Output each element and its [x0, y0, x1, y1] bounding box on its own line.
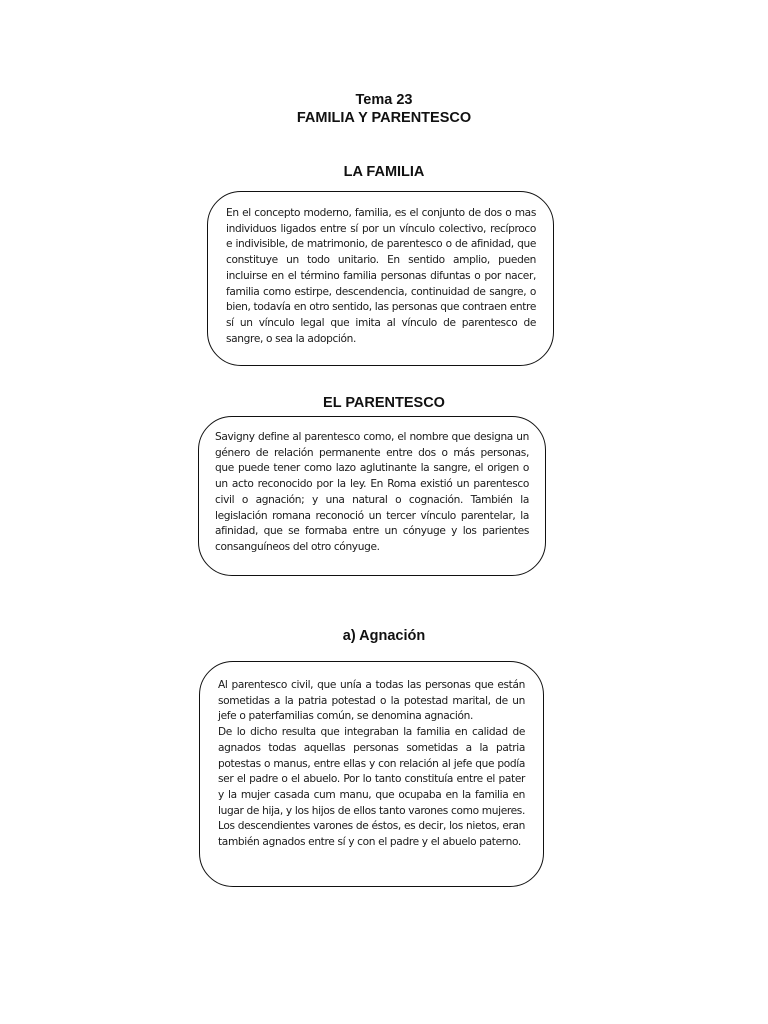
section-heading-agnacion: a) Agnación [342, 628, 426, 644]
familia-paragraph: En el concepto moderno, familia, es el conjunto de dos o mas individuos ligados entre sí por un vínculo colectivo, recíproco e indivisible, de matrimonio, de parentesco o de afinidad, que constituye un todo unitario. En sentido amplio, pueden incluirse en el término familia personas difuntas o por nacer, familia como estirpe, descendencia, continuidad de sangre, o bien, todavía en otro sentido, las personas que contraen entre sí un vínculo legal que imita al vínculo de parentesco de sangre, o sea la adopción. [226, 207, 536, 345]
agnacion-text [218, 678, 525, 851]
document-tema: Tema 23 [355, 92, 413, 108]
document-title: FAMILIA Y PARENTESCO [296, 110, 472, 126]
agnacion-paragraph-2: De lo dicho resulta que integraban la familia en calidad de agnados todas aquellas personas sometidas a la patria potestas o manus, entre ellas y con relación al jefe que podía ser el padre o el abuelo. Por lo tanto constituía entre el pater y la mujer casada cum manu, que ocupaba en la familia en lugar de hija, y los hijos de ellos tanto varones como mujeres. Los descendientes varones de éstos, es decir, los nietos, eran también agnados entre sí y con el padre y el abuelo paterno. [218, 726, 525, 849]
section-heading-familia: LA FAMILIA [343, 164, 425, 180]
agnacion-paragraph-1: Al parentesco civil, que unía a todas las personas que están sometidas a la patria potestad o la potestad marital, de un jefe o paterfamilias común, se denomina agnación. [218, 679, 525, 723]
parentesco-paragraph: Savigny define al parentesco como, el nombre que designa un género de relación permanente entre dos o más personas, que puede tener como lazo aglutinante la sangre, el origen o un acto reconocido por la ley. En Roma existió un parentesco civil o agnación; y una natural o cognación. También la legislación romana reconoció un tercer vínculo parentelar, la afinidad, que se formaba entre un cónyuge y los parientes consanguíneos del otro cónyuge. [215, 431, 529, 553]
section-heading-parentesco: EL PARENTESCO [323, 395, 445, 411]
